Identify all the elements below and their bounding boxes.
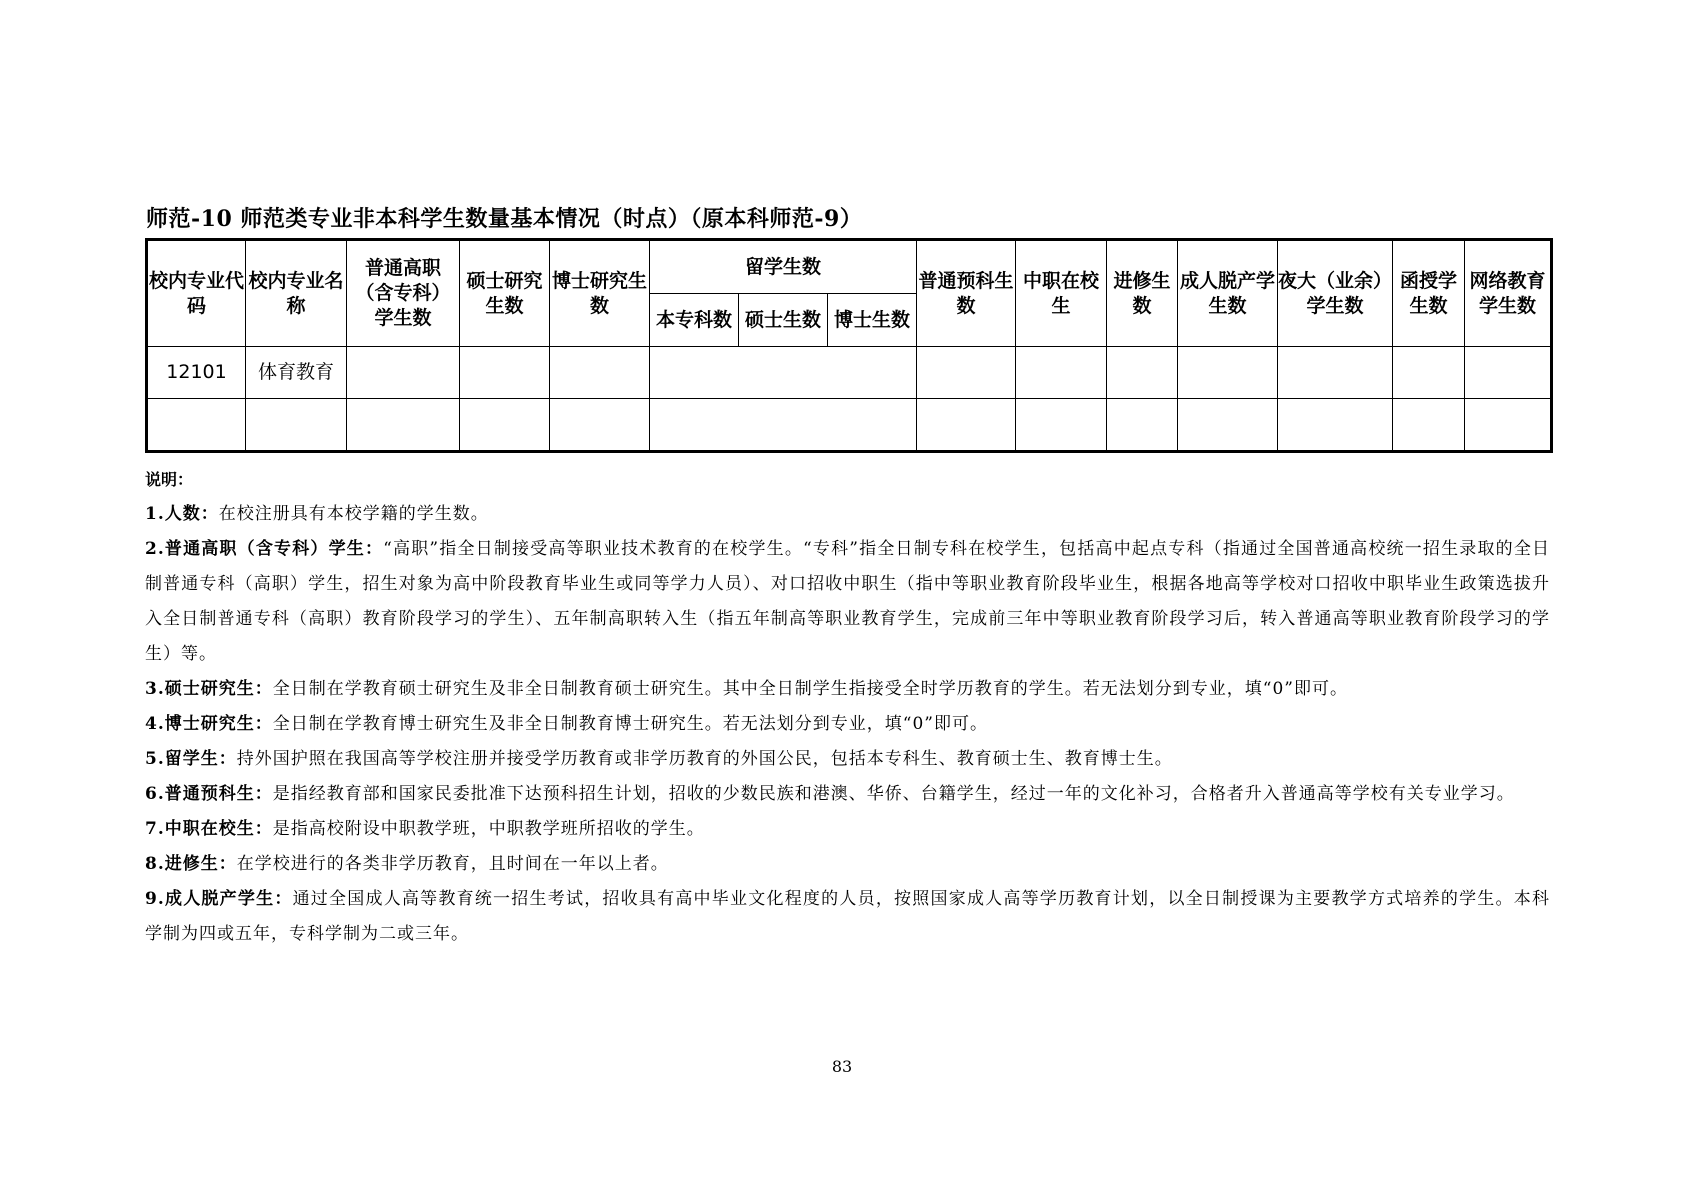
cell-online[interactable] [1465, 347, 1552, 399]
note-label: 7.中职在校生： [145, 819, 273, 839]
note-item [145, 707, 1550, 742]
cell-prep[interactable] [917, 399, 1016, 452]
cell-master[interactable] [460, 399, 550, 452]
note-label: 4.博士研究生： [145, 714, 273, 734]
page-title: 师范-10 师范类专业非本科学生数量基本情况（时点）（原本科师范-9） [146, 206, 863, 232]
student-count-table [145, 238, 1553, 453]
note-item [145, 847, 1550, 882]
cell-name[interactable] [246, 399, 347, 452]
header-evening: 夜大（业余）学生数 [1278, 240, 1393, 347]
cell-evening[interactable] [1278, 399, 1393, 452]
cell-name[interactable]: 体育教育 [246, 347, 347, 399]
cell-code[interactable]: 12101 [147, 347, 246, 399]
header-code: 校内专业代码 [147, 240, 246, 347]
notes-section [145, 462, 1550, 952]
cell-correspondence[interactable] [1393, 399, 1465, 452]
cell-doctor[interactable] [550, 399, 650, 452]
note-text: 在学校进行的各类非学历教育，且时间在一年以上者。 [236, 854, 669, 874]
header-correspondence: 函授学生数 [1393, 240, 1465, 347]
note-item [145, 742, 1550, 777]
cell-prep[interactable] [917, 347, 1016, 399]
note-text: 全日制在学教育博士研究生及非全日制教育博士研究生。若无法划分到专业，填“0”即可。 [272, 714, 988, 734]
header-name: 校内专业名称 [246, 240, 347, 347]
cell-correspondence[interactable] [1393, 347, 1465, 399]
cell-evening[interactable] [1278, 347, 1393, 399]
header-master: 硕士研究生数 [460, 240, 550, 347]
note-label: 8.进修生： [145, 854, 237, 874]
cell-intl[interactable] [650, 399, 917, 452]
header-intl-doctor: 博士生数 [828, 294, 917, 347]
cell-adult[interactable] [1178, 347, 1278, 399]
note-item [145, 497, 1550, 532]
note-item [145, 777, 1550, 812]
note-item [145, 672, 1550, 707]
cell-master[interactable] [460, 347, 550, 399]
table-row [147, 399, 1552, 452]
header-advanced: 进修生数 [1107, 240, 1178, 347]
page-number: 83 [831, 1057, 853, 1076]
header-adult: 成人脱产学生数 [1178, 240, 1278, 347]
header-doctor: 博士研究生数 [550, 240, 650, 347]
table-row [147, 347, 1552, 399]
note-item [145, 532, 1550, 672]
header-prep: 普通预科生数 [917, 240, 1016, 347]
note-text: 通过全国成人高等教育统一招生考试，招收具有高中毕业文化程度的人员，按照国家成人高等学历教育计划，以全日制授课为主要教学方式培养的学生。本科学制为四或五年，专科学制为二或三年。 [145, 889, 1550, 944]
note-label: 6.普通预科生： [145, 784, 273, 804]
header-intl-undergrad: 本专科数 [650, 294, 739, 347]
cell-advanced[interactable] [1107, 399, 1178, 452]
cell-advanced[interactable] [1107, 347, 1178, 399]
header-intl-master: 硕士生数 [739, 294, 828, 347]
header-vocational: 普通高职（含专科）学生数 [347, 240, 460, 347]
cell-intl[interactable] [650, 347, 917, 399]
note-text: 全日制在学教育硕士研究生及非全日制教育硕士研究生。其中全日制学生指接受全时学历教育的学生。若无法划分到专业，填“0”即可。 [272, 679, 1348, 699]
note-text: 在校注册具有本校学籍的学生数。 [218, 504, 489, 524]
note-item [145, 812, 1550, 847]
cell-online[interactable] [1465, 399, 1552, 452]
note-text: 持外国护照在我国高等学校注册并接受学历教育或非学历教育的外国公民，包括本专科生、教育硕士生、教育博士生。 [236, 749, 1173, 769]
note-text: 是指高校附设中职教学班，中职教学班所招收的学生。 [272, 819, 705, 839]
cell-code[interactable] [147, 399, 246, 452]
note-label: 5.留学生： [145, 749, 237, 769]
header-intl: 留学生数 [650, 240, 917, 294]
header-secondary: 中职在校生 [1016, 240, 1107, 347]
header-online: 网络教育学生数 [1465, 240, 1552, 347]
cell-secondary[interactable] [1016, 399, 1107, 452]
note-item [145, 882, 1550, 952]
cell-vocational[interactable] [347, 399, 460, 452]
note-text: “高职”指全日制接受高等职业技术教育的在校学生。“专科”指全日制专科在校学生，包括高中起点专科（指通过全国普通高校统一招生录取的全日制普通专科（高职）学生，招生对象为高中阶段教育毕业生或同等学力人员）、对口招收中职生（指中等职业教育阶段毕业生，根据各地高等学校对口招收中职毕业生政策选拔升入全日制普通专科（高职）教育阶段学习的学生）、五年制高职转入生（指五年制高等职业教育学生，完成前三年中等职业教育阶段学习后，转入普通高等职业教育阶段学习的学生）等。 [145, 539, 1551, 664]
note-text: 是指经教育部和国家民委批准下达预科招生计划，招收的少数民族和港澳、华侨、台籍学生，经过一年的文化补习，合格者升入普通高等学校有关专业学习。 [272, 784, 1515, 804]
cell-adult[interactable] [1178, 399, 1278, 452]
note-label: 3.硕士研究生： [145, 679, 273, 699]
cell-vocational[interactable] [347, 347, 460, 399]
note-label: 2.普通高职（含专科）学生： [145, 539, 384, 559]
cell-secondary[interactable] [1016, 347, 1107, 399]
cell-doctor[interactable] [550, 347, 650, 399]
note-label: 1.人数： [145, 504, 219, 524]
note-label: 9.成人脱产学生： [145, 889, 293, 909]
notes-heading: 说明： [145, 470, 194, 489]
